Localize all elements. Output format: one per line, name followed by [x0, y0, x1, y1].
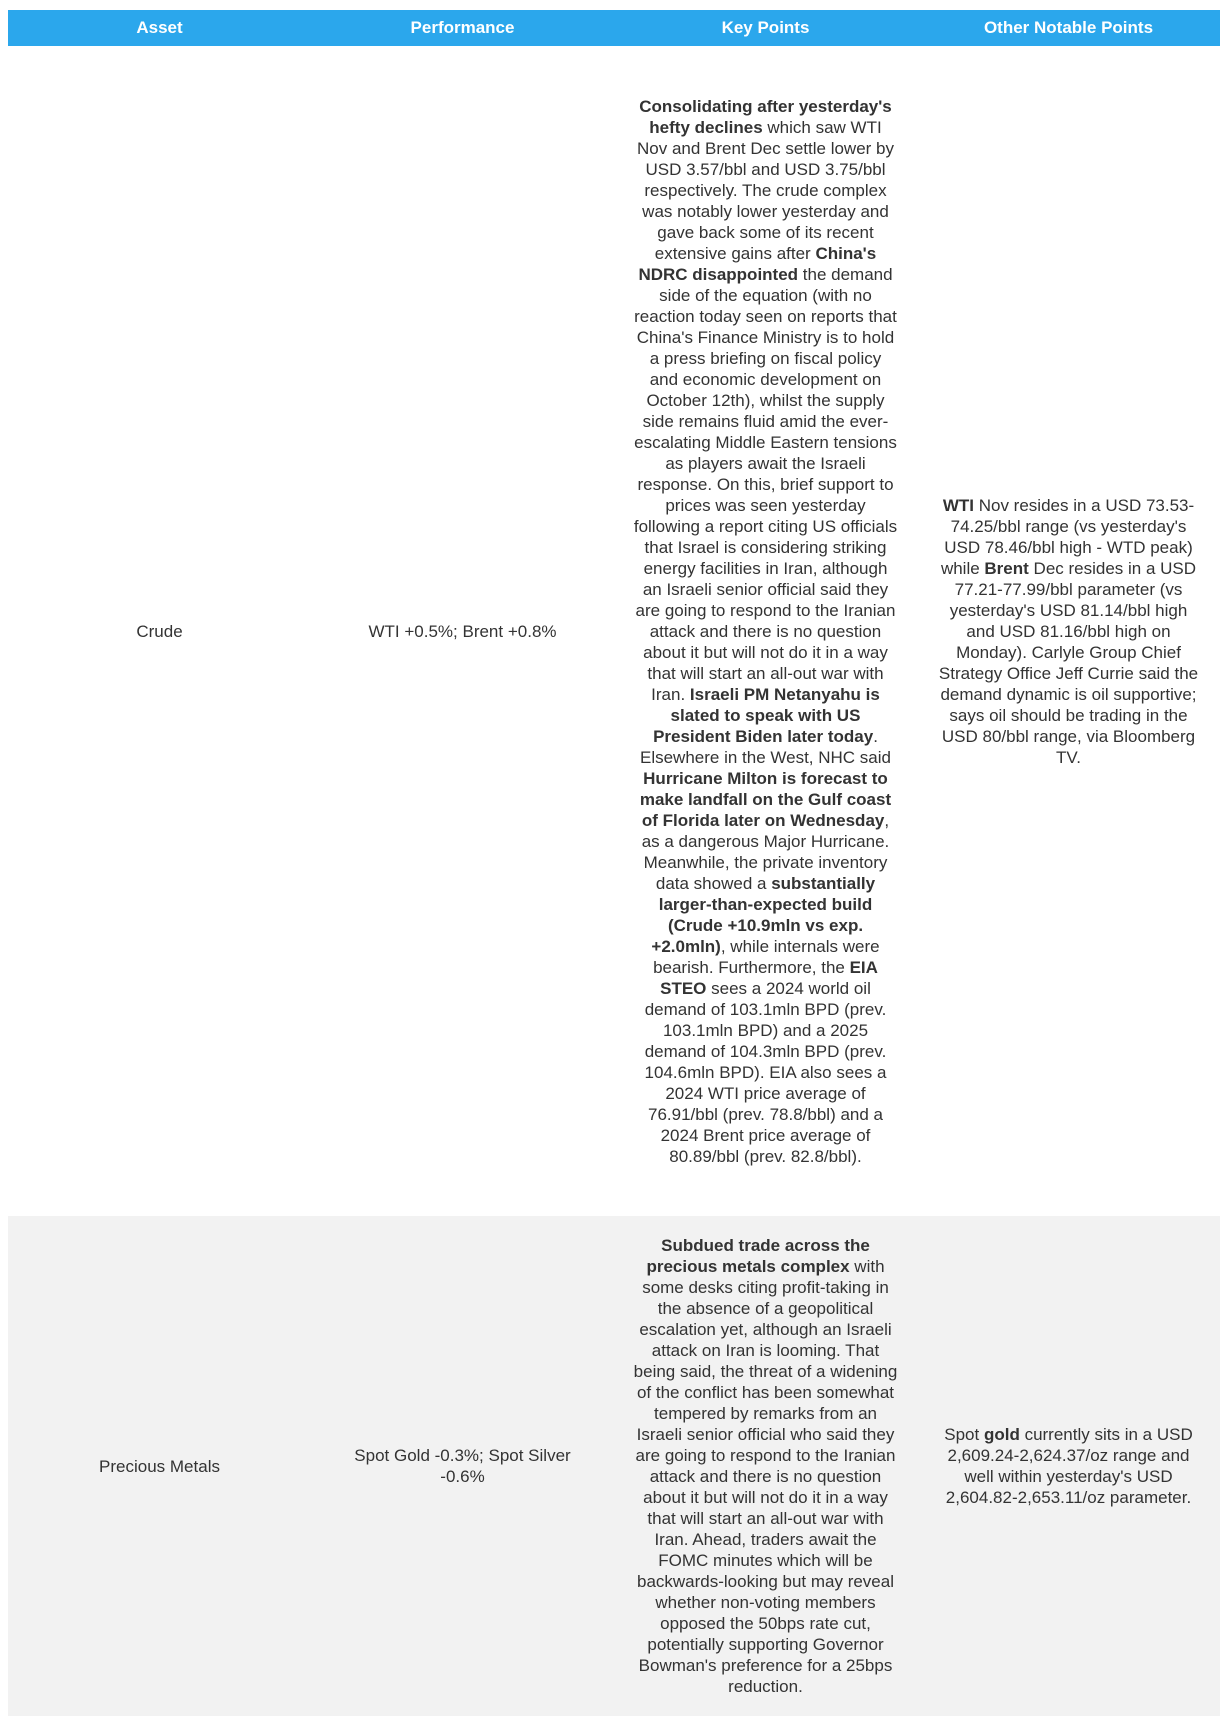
other-points-text — [938, 495, 1200, 768]
bold-text-segment: Israeli PM Netanyahu is slated to speak with US President Biden later today — [653, 684, 880, 746]
key-points-cell — [614, 46, 917, 1216]
performance-value: WTI +0.5%; Brent +0.8% — [368, 621, 557, 641]
other-points-cell — [917, 1216, 1220, 1716]
performance-cell — [311, 46, 614, 1216]
header-key-points: Key Points — [614, 10, 917, 46]
asset-cell — [8, 1216, 311, 1716]
text-segment: Dec resides in a USD 77.21-77.99/bbl parameter (vs yesterday's USD 81.14/bbl high and USD 81.16/bbl high on Monday). Carlyle Group Chief Strategy Office Jeff Currie said the demand dynamic is oil supportive; says oil should be trading in the USD 80/bbl range, via Bloomberg TV. — [938, 558, 1199, 767]
bold-text-segment: China's NDRC disappointed — [638, 243, 877, 284]
text-segment: which saw WTI Nov and Brent Dec settle lower by USD 3.57/bbl and USD 3.75/bbl respectively. The crude complex was notably lower yesterday and gave back some of its recent extensive gains after — [636, 117, 894, 263]
text-segment: , as a dangerous Major Hurricane. Meanwhile, the private inventory data showed a — [641, 810, 890, 893]
bold-text-segment: substantially larger-than-expected build (Crude +10.9mln vs exp. +2.0mln) — [651, 873, 876, 956]
bold-text-segment: EIA STEO — [660, 957, 878, 998]
text-segment: currently sits in a USD 2,609.24-2,624.37/oz range and well within yesterday's USD 2,604.82-2,653.11/oz parameter. — [945, 1425, 1193, 1507]
text-segment: with some desks citing profit-taking in the absence of a geopolitical escalation yet, although an Israeli attack on Iran is looming. That being said, the threat of a widening of the conflict has been somewhat tempered by remarks from an Israeli senior official who said they are going to respond to the Iranian attack and there is no question about it but will not do it in a way that will start an all-out war with Iran. Ahead, traders await the FOMC minutes which will be backwards-looking but may reveal whether non-voting members opposed the 50bps rate cut, potentially supporting Governor Bowman's preference for a 25bps reduction. — [633, 1257, 898, 1696]
bold-text-segment: Brent — [984, 558, 1029, 578]
key-points-text — [634, 96, 898, 1167]
bold-text-segment: Subdued trade across the precious metals complex — [646, 1236, 870, 1276]
table-row-crude — [8, 46, 1220, 1216]
table-row-precious-metals — [8, 1216, 1220, 1716]
asset-name: Crude — [136, 621, 183, 641]
text-segment: . Elsewhere in the West, NHC said — [639, 726, 891, 767]
asset-name: Precious Metals — [99, 1456, 220, 1476]
text-segment: Nov resides in a USD 73.53-74.25/bbl range (vs yesterday's USD 78.46/bbl high - WTD peak) while — [940, 495, 1195, 578]
bold-text-segment: WTI — [942, 495, 974, 515]
header-performance: Performance — [311, 10, 614, 46]
text-segment: Spot — [944, 1425, 984, 1444]
other-points-text — [938, 1424, 1200, 1508]
header-other-notable-points: Other Notable Points — [917, 10, 1220, 46]
key-points-text — [634, 1235, 898, 1697]
bold-text-segment: Hurricane Milton is forecast to make landfall on the Gulf coast of Florida later on Wednesday — [639, 768, 892, 830]
text-segment: sees a 2024 world oil demand of 103.1mln BPD (prev. 103.1mln BPD) and a 2025 demand of 104.3mln BPD (prev. 104.6mln BPD). EIA also sees a 2024 WTI price average of 76.91/bbl (prev. 78.8/bbl) and a 2024 Brent price average of 80.89/bbl (prev. 82.8/bbl). — [644, 978, 887, 1166]
text-segment: , while internals were bearish. Furthermore, the — [653, 936, 880, 977]
performance-value: Spot Gold -0.3%; Spot Silver -0.6% — [354, 1446, 571, 1486]
other-points-cell — [917, 46, 1220, 1216]
table-header-row — [8, 10, 1220, 46]
market-table — [8, 10, 1220, 1716]
bold-text-segment: Consolidating after yesterday's hefty declines — [639, 96, 892, 137]
header-asset: Asset — [8, 10, 311, 46]
bold-text-segment: gold — [983, 1425, 1020, 1444]
text-segment: the demand side of the equation (with no reaction today seen on reports that China's Finance Ministry is to hold a press briefing on fiscal policy and economic development on October 12th), whilst the supply side remains fluid amid the ever-escalating Middle Eastern tensions as players await the Israeli response. On this, brief support to prices was seen yesterday following a report citing US officials that Israel is considering striking energy facilities in Iran, although an Israeli senior official said they are going to respond to the Iranian attack and there is no question about it but will not do it in a way that will start an all-out war with Iran. — [633, 264, 898, 704]
asset-cell — [8, 46, 311, 1216]
performance-cell — [311, 1216, 614, 1716]
key-points-cell — [614, 1216, 917, 1716]
